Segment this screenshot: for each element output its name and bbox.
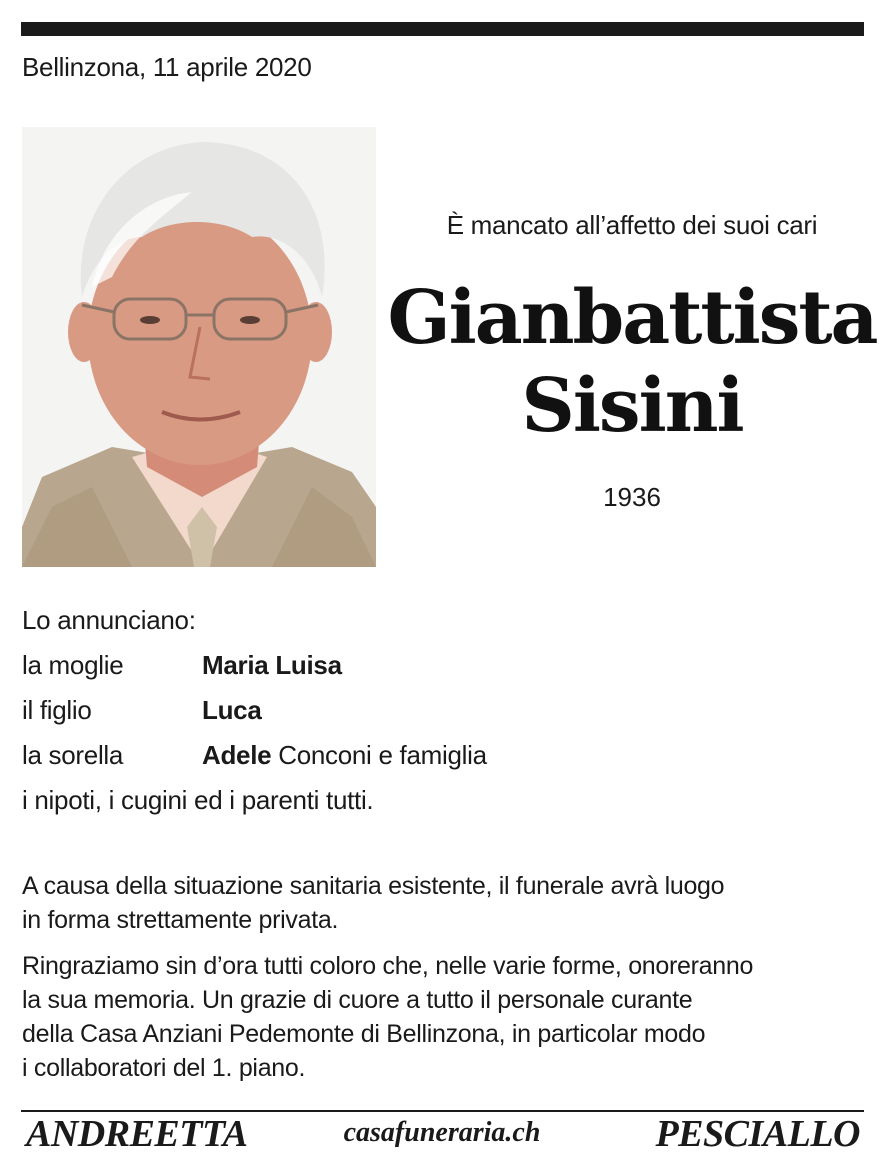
funeral-home-name-right: PESCIALLO [655, 1113, 860, 1155]
relative-row [22, 643, 487, 688]
relative-name: Luca [202, 695, 262, 725]
notice-line: la sua memoria. Un grazie di cuore a tutto il personale curante [22, 986, 693, 1014]
top-rule [21, 22, 864, 36]
relative-row [22, 688, 487, 733]
relative-extra: Conconi e famiglia [271, 740, 487, 770]
notice-line: in forma strettamente privata. [22, 906, 339, 934]
intro-text: È mancato all’affetto dei suoi cari [446, 210, 818, 240]
notice-line: i collaboratori del 1. piano. [22, 1054, 306, 1082]
funeral-notice [22, 869, 862, 937]
relative-role: la sorella [22, 740, 124, 770]
funeral-home-website[interactable]: casafuneraria.ch [343, 1117, 541, 1148]
portrait-illustration [22, 127, 376, 567]
funeral-home-name-left: ANDREETTA [26, 1113, 248, 1155]
notice-line: Ringraziamo sin d’ora tutti coloro che, nelle varie forme, onoreranno [22, 952, 754, 980]
announce-heading: Lo annunciano: [22, 605, 196, 635]
relative-role: la moglie [22, 650, 124, 680]
relative-row [22, 733, 487, 778]
last-name: Sisini [521, 363, 743, 449]
relative-role: il figlio [22, 695, 92, 725]
relative-name: Adele [202, 740, 272, 770]
first-name: Gianbattista [387, 275, 877, 361]
relative-name: Maria Luisa [202, 650, 342, 680]
thanks-notice [22, 949, 862, 1085]
birth-year: 1936 [603, 482, 661, 512]
deceased-name [380, 274, 884, 450]
notice-line: della Casa Anziani Pedemonte di Bellinzona, in particolar modo [22, 1020, 706, 1048]
announcement-list [22, 598, 487, 823]
notice-line: A causa della situazione sanitaria esistente, il funerale avrà luogo [22, 872, 725, 900]
portrait-photo [22, 127, 376, 567]
other-relatives: i nipoti, i cugini ed i parenti tutti. [22, 785, 374, 815]
place-date: Bellinzona, 11 aprile 2020 [22, 52, 312, 82]
